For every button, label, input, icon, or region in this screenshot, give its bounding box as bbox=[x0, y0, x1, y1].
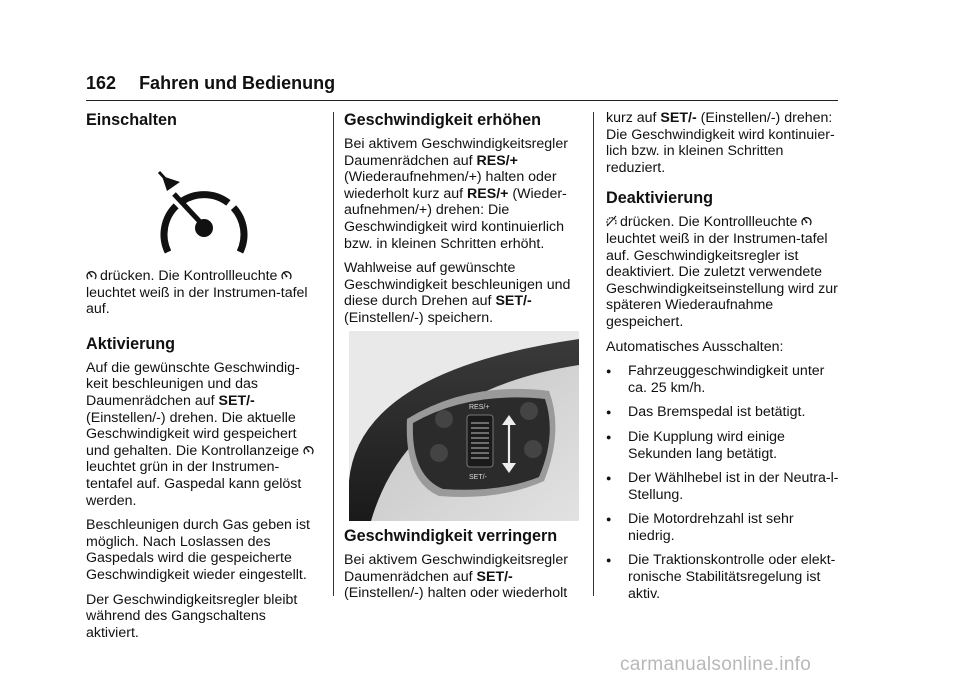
list-item bbox=[606, 429, 842, 462]
erhoehen-text-2: (Wiederaufnehmen/+) halten oder wiederholt kurz auf bbox=[344, 169, 557, 202]
aktivierung-paragraph-3: Der Geschwindigkeitsregler bleibt während des Gangschaltens aktiviert. bbox=[86, 591, 298, 641]
einschalten-text-2: leuchtet weiß in der Instrumen-tafel auf. bbox=[86, 284, 308, 318]
verringern-text-2: (Einstellen/-) halten oder wiederholt bbox=[344, 585, 568, 602]
bullet-list bbox=[606, 363, 842, 602]
einschalten-text: drücken. Die Kontrollleuchte bbox=[100, 268, 278, 284]
set-label: SET/- bbox=[495, 293, 532, 310]
column-3 bbox=[606, 110, 842, 610]
deaktivierung-text: drücken. Die Kontrollleuchte bbox=[620, 214, 798, 231]
steering-wheel-photo bbox=[349, 331, 579, 521]
column-2 bbox=[344, 110, 580, 335]
aktivierung-text: Auf die gewünschte Geschwindig-keit beschleunigen und das Daumenrädchen auf bbox=[86, 359, 300, 409]
heading-verringern: Geschwindigkeit verringern bbox=[344, 527, 558, 545]
list-item bbox=[606, 404, 842, 421]
bullet-text: Das Bremspedal ist betätigt. bbox=[628, 404, 806, 421]
heading-deaktivierung: Deaktivierung bbox=[606, 189, 714, 208]
aktivierung-text-2: (Einstellen/-) drehen. Die aktuelle Geschwindigkeit wird gespeichert und gehalten. Die Kontrollanzeige bbox=[86, 409, 299, 459]
chapter-title: Fahren und Bedienung bbox=[139, 73, 336, 93]
erhoehen-text-3: (Wieder-aufnehmen/+) drehen: Die Geschwindigkeit wird kontinuierlich bzw. in kleinen Schritten erhöht. bbox=[344, 185, 567, 252]
aktivierung-paragraph-2: Beschleunigen durch Gas geben ist möglich. Nach Loslassen des Gaspedals wird die gespeicherte Geschwindigkeit wieder eingestellt. bbox=[86, 517, 310, 583]
cruise-control-icon bbox=[86, 269, 97, 281]
bullet-text: Die Kupplung wird einige Sekunden lang betätigt. bbox=[628, 428, 785, 462]
column-2-lower bbox=[344, 526, 580, 610]
bullet-dot: ● bbox=[606, 555, 612, 566]
res-label: RES/+ bbox=[467, 185, 509, 202]
list-item bbox=[606, 363, 842, 396]
bullet-dot: ● bbox=[606, 366, 612, 377]
column-1 bbox=[86, 110, 320, 649]
bullet-dot: ● bbox=[606, 473, 612, 484]
set-label: SET/- bbox=[476, 568, 513, 585]
cruise-control-icon bbox=[154, 170, 254, 262]
heading-einschalten: Einschalten bbox=[86, 111, 177, 129]
header-rule bbox=[86, 100, 838, 101]
set-label: SET/- bbox=[660, 110, 697, 126]
verringern-continued-2: (Einstellen/-) drehen: Die Geschwindigkeit wird kontinuier-lich bzw. in kleinen Schritten reduziert. bbox=[606, 110, 835, 176]
bullet-text: Die Motordrehzahl ist sehr niedrig. bbox=[628, 511, 794, 544]
list-item bbox=[606, 552, 842, 602]
set-label: SET/- bbox=[469, 474, 487, 481]
heading-aktivierung: Aktivierung bbox=[86, 334, 176, 353]
list-item bbox=[606, 511, 842, 544]
set-label: SET/- bbox=[218, 392, 255, 409]
cruise-control-indicator-icon bbox=[801, 215, 812, 227]
list-item bbox=[606, 470, 842, 503]
cruise-control-off-icon bbox=[606, 215, 617, 227]
page-header bbox=[86, 72, 838, 94]
watermark: carmanualsonline.info bbox=[620, 654, 812, 675]
deaktivierung-text-2: leuchtet weiß in der Instrumen-tafel auf. Geschwindigkeitsregler ist deaktiviert. Die zuletzt verwendete Geschwindigkeitseinstellung wird zur späteren Wiederaufnahme gespeichert. bbox=[606, 230, 838, 330]
cruise-control-indicator-icon bbox=[281, 269, 292, 281]
verringern-continued: kurz auf bbox=[606, 110, 657, 126]
bullet-dot: ● bbox=[606, 514, 612, 525]
res-label: RES/+ bbox=[469, 404, 490, 411]
res-label: RES/+ bbox=[476, 152, 518, 169]
bullet-dot: ● bbox=[606, 431, 612, 442]
aktivierung-text-3: leuchtet grün in der Instrumen-tentafel auf. Gaspedal kann gelöst werden. bbox=[86, 459, 302, 509]
column-divider bbox=[593, 112, 594, 596]
erhoehen-text: Bei aktivem Geschwindigkeitsregler Daumenrädchen auf bbox=[344, 136, 568, 169]
bullet-text: Fahrzeuggeschwindigkeit unter ca. 25 km/h. bbox=[628, 363, 825, 396]
heading-erhoehen: Geschwindigkeit erhöhen bbox=[344, 111, 541, 129]
verringern-text: Bei aktivem Geschwindigkeitsregler Daumenrädchen auf bbox=[344, 552, 568, 585]
bullet-text: Der Wählhebel ist in der Neutra-l-Stellung. bbox=[628, 470, 839, 503]
erhoehen-text-4: Wahlweise auf gewünschte Geschwindigkeit beschleunigen und diese durch Drehen auf bbox=[344, 260, 571, 310]
page-number: 162 bbox=[86, 73, 117, 93]
bullet-dot: ● bbox=[606, 407, 612, 418]
column-divider bbox=[333, 112, 334, 596]
bullet-text: Die Traktionskontrolle oder elekt-ronische Stabilitätsregelung ist aktiv. bbox=[628, 552, 836, 602]
cruise-control-indicator-icon bbox=[303, 444, 314, 456]
auto-title: Automatisches Ausschalten: bbox=[606, 338, 784, 355]
erhoehen-text-5: (Einstellen/-) speichern. bbox=[344, 309, 494, 326]
